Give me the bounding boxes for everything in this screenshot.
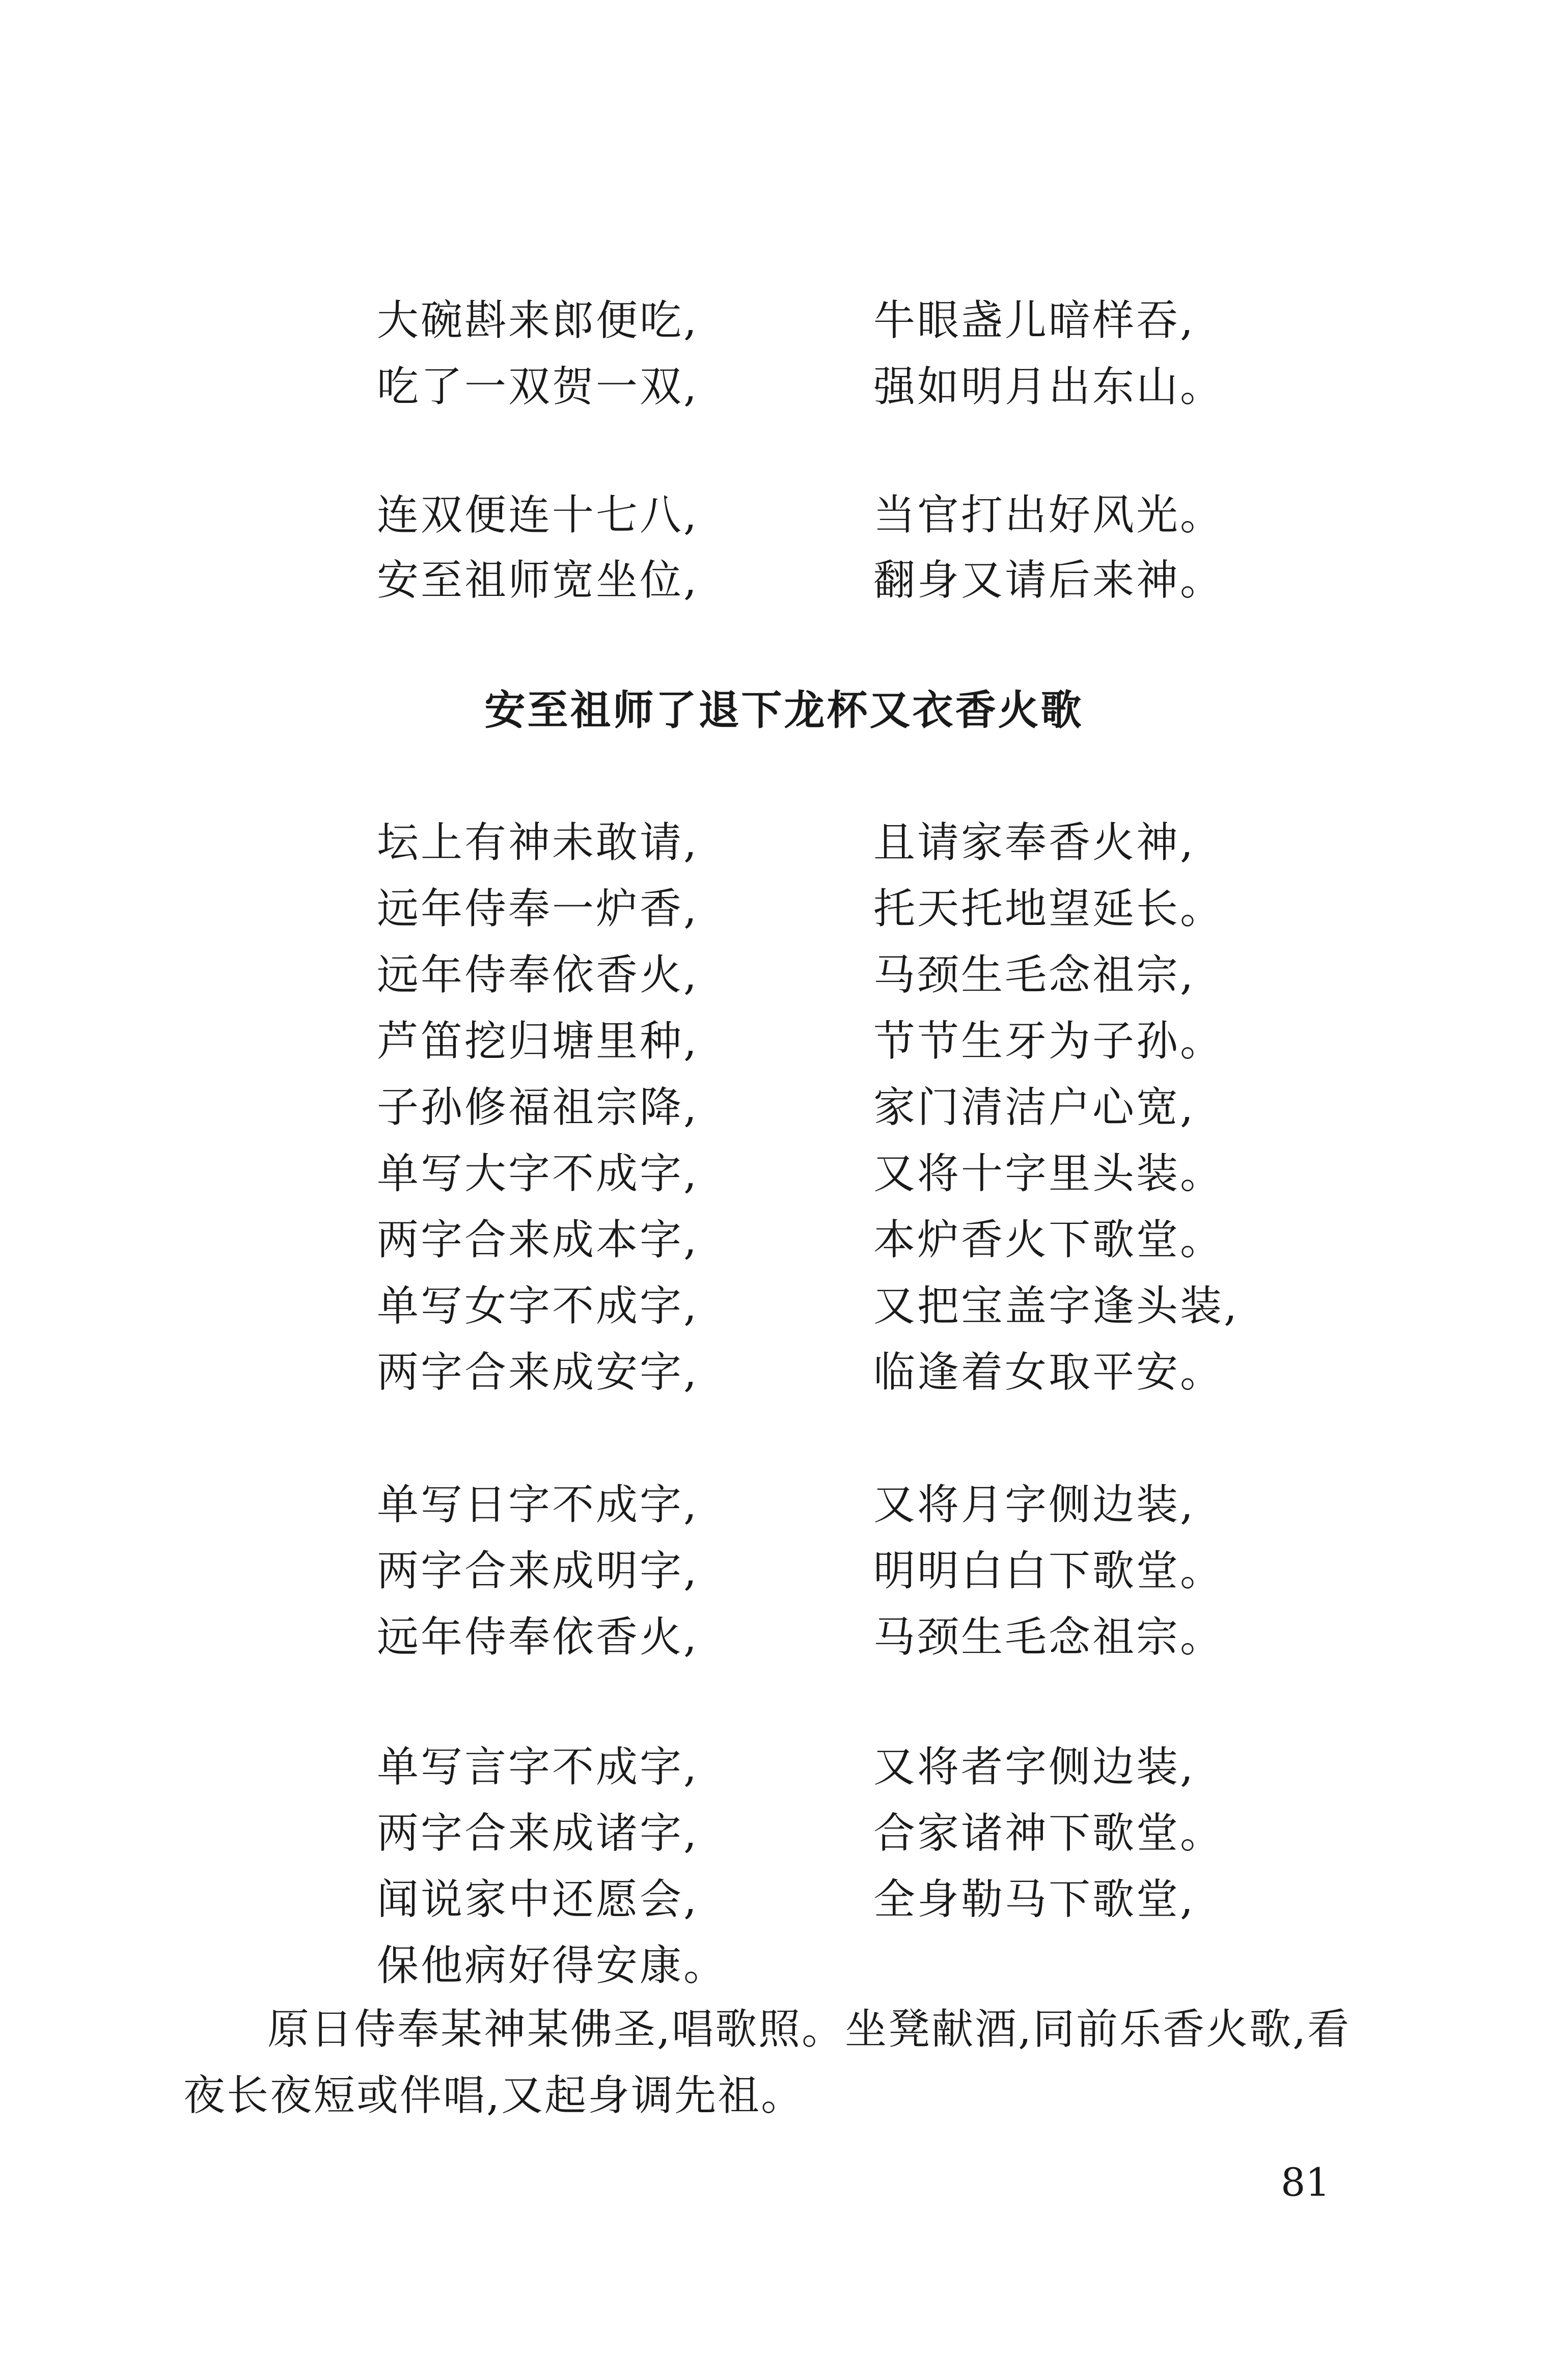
verse-line-right: 全身勒马下歌堂,	[873, 1875, 1196, 1924]
verse-line-left: 两字合来成安字,	[377, 1348, 699, 1397]
verse-line-right: 临逢着女取平安。	[873, 1348, 1224, 1397]
verse-line-left: 安至祖师宽坐位,	[377, 556, 699, 605]
verse-line-right: 合家诸神下歌堂。	[873, 1809, 1224, 1858]
verse-line-left: 芦笛挖归塘里种,	[377, 1017, 699, 1066]
prose-line-2: 夜长夜短或伴唱,又起身调先祖。	[183, 2071, 805, 2120]
verse-line-right: 节节生牙为子孙。	[873, 1017, 1224, 1066]
verse-line-left: 单写日字不成字,	[377, 1481, 699, 1529]
verse-line-right: 又将者字侧边装,	[873, 1743, 1196, 1791]
verse-line-right: 又把宝盖字逢头装,	[873, 1282, 1240, 1330]
verse-line-left: 大碗斟来郎便吃,	[377, 296, 699, 345]
verse-line-left: 吃了一双贺一双,	[377, 363, 699, 411]
verse-line-right: 且请家奉香火神,	[873, 818, 1196, 867]
verse-line-right: 家门清洁户心宽,	[873, 1083, 1196, 1132]
verse-line-left: 单写女字不成字,	[377, 1282, 699, 1330]
verse-line-left: 单写言字不成字,	[377, 1743, 699, 1791]
verse-line-right: 当官打出好风光。	[873, 491, 1224, 539]
verse-line-right: 又将十字里头装。	[873, 1150, 1224, 1198]
verse-line-right: 托天托地望延长。	[873, 885, 1224, 933]
verse-line-left: 连双便连十七八,	[377, 491, 699, 539]
verse-line-left: 远年侍奉依香火,	[377, 951, 699, 999]
verse-line-left: 单写大字不成字,	[377, 1150, 699, 1198]
verse-line-left: 坛上有神未敢请,	[377, 818, 699, 867]
verse-line-left: 两字合来成诸字,	[377, 1809, 699, 1858]
verse-line-right: 翻身又请后来神。	[873, 556, 1224, 605]
verse-line-right: 马颈生毛念祖宗。	[873, 1613, 1224, 1661]
verse-line-final: 保他病好得安康。	[377, 1942, 728, 1990]
verse-line-right: 本炉香火下歌堂。	[873, 1216, 1224, 1264]
verse-line-left: 两字合来成明字,	[377, 1547, 699, 1595]
verse-line-right: 又将月字侧边装,	[873, 1481, 1196, 1529]
prose-line-1: 原日侍奉某神某佛圣,唱歌照。坐凳献酒,同前乐香火歌,看	[267, 2005, 1351, 2054]
verse-line-right: 强如明月出东山。	[873, 363, 1224, 411]
verse-line-right: 马颈生毛念祖宗,	[873, 951, 1196, 999]
verse-line-right: 牛眼盏儿暗样吞,	[873, 296, 1196, 345]
page-number: 81	[1281, 2160, 1330, 2205]
verse-line-left: 两字合来成本字,	[377, 1216, 699, 1264]
verse-line-left: 远年侍奉依香火,	[377, 1613, 699, 1661]
verse-line-left: 子孙修福祖宗降,	[377, 1083, 699, 1132]
verse-line-right: 明明白白下歌堂。	[873, 1547, 1224, 1595]
verse-line-left: 远年侍奉一炉香,	[377, 885, 699, 933]
section-title: 安至祖师了退下龙杯又衣香火歌	[484, 687, 1084, 734]
verse-line-left: 闻说家中还愿会,	[377, 1875, 699, 1924]
